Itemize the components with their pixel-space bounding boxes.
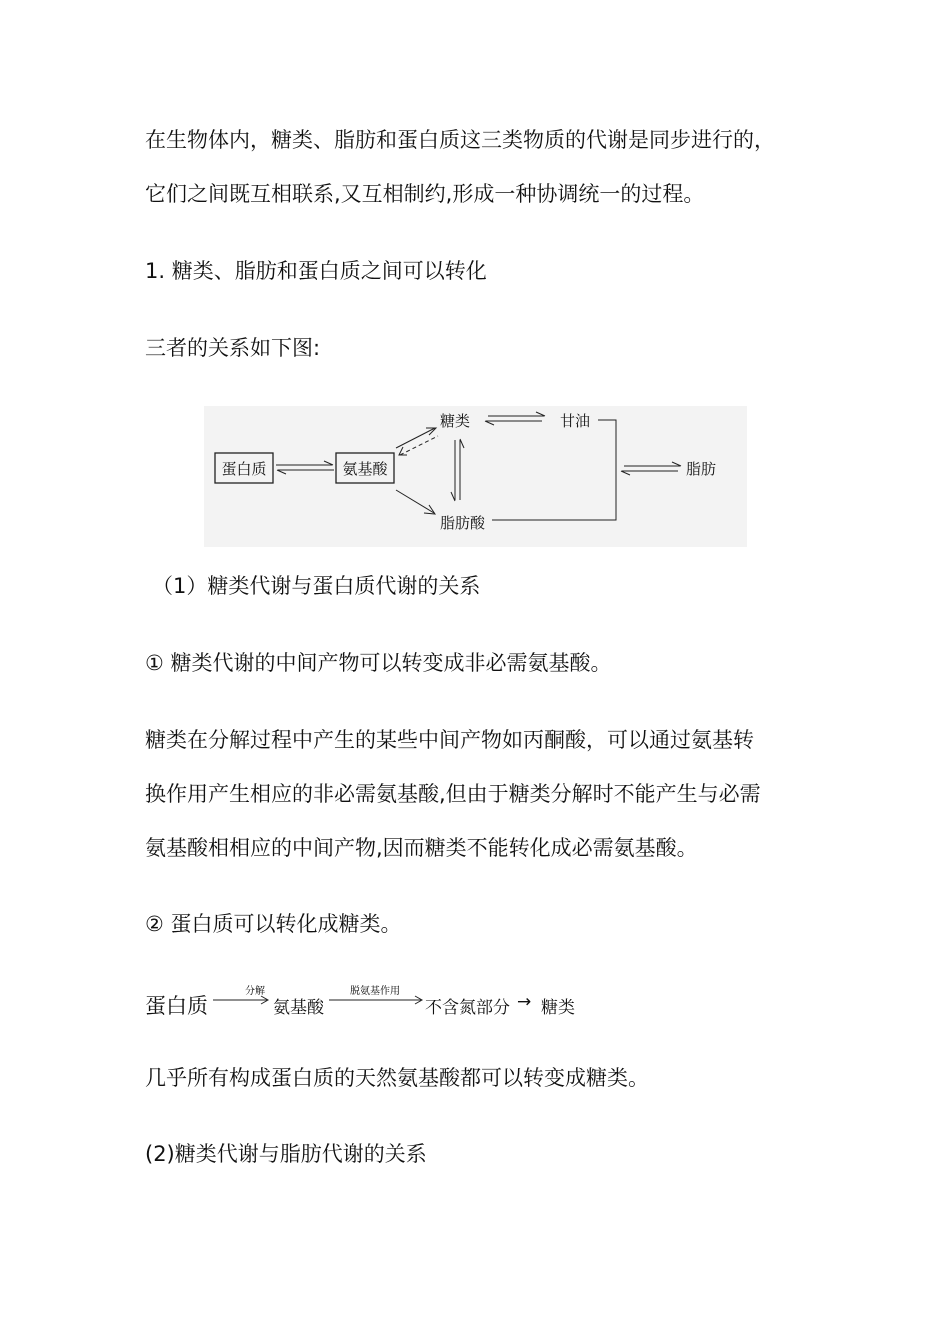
body1-line2: 换作用产生相应的非必需氨基酸,但由于糖类分解时不能产生与必需 xyxy=(145,782,761,806)
paragraph-intro-line1: 在生物体内，糖类、脂肪和蛋白质这三类物质的代谢是同步进行的， xyxy=(145,128,775,152)
subheading-sugar-fat: (2)糖类代谢与脂肪代谢的关系 xyxy=(145,1142,427,1166)
conversion-pathway xyxy=(145,980,645,1020)
pathway-arrow-3: → xyxy=(517,992,532,1012)
pathway-step1-label: 分解 xyxy=(245,986,265,997)
body1-line1: 糖类在分解过程中产生的某些中间产物如丙酮酸，可以通过氨基转 xyxy=(145,728,754,752)
pathway-step2-label: 脱氨基作用 xyxy=(350,986,400,997)
pathway-non-nitrogen: 不含氮部分 xyxy=(425,998,510,1018)
point-one: ① 糖类代谢的中间产物可以转变成非必需氨基酸。 xyxy=(145,651,612,675)
body1-line3: 氨基酸相相应的中间产物,因而糖类不能转化成必需氨基酸。 xyxy=(145,836,698,860)
protein-label: 蛋白质 xyxy=(221,460,267,478)
fat-label: 脂肪 xyxy=(686,460,717,478)
pathway-amino-acid: 氨基酸 xyxy=(273,998,324,1018)
pathway-sugar: 糖类 xyxy=(541,998,575,1018)
subheading-sugar-protein: （1）糖类代谢与蛋白质代谢的关系 xyxy=(152,574,481,598)
heading-conversion: 1. 糖类、脂肪和蛋白质之间可以转化 xyxy=(145,259,487,283)
fatty-acid-label: 脂肪酸 xyxy=(440,514,486,532)
relation-intro: 三者的关系如下图: xyxy=(145,336,321,360)
glycerol-label: 甘油 xyxy=(560,412,591,430)
sugar-label: 糖类 xyxy=(440,412,471,430)
point-two: ② 蛋白质可以转化成糖类。 xyxy=(145,912,402,936)
paragraph-intro-line2: 它们之间既互相联系,又互相制约,形成一种协调统一的过程。 xyxy=(145,182,705,206)
body2: 几乎所有构成蛋白质的天然氨基酸都可以转变成糖类。 xyxy=(145,1066,649,1090)
amino-acid-label: 氨基酸 xyxy=(342,460,388,478)
pathway-protein: 蛋白质 xyxy=(145,994,208,1018)
metabolism-diagram xyxy=(0,0,950,560)
pathway-arrow-2 xyxy=(327,980,427,1020)
